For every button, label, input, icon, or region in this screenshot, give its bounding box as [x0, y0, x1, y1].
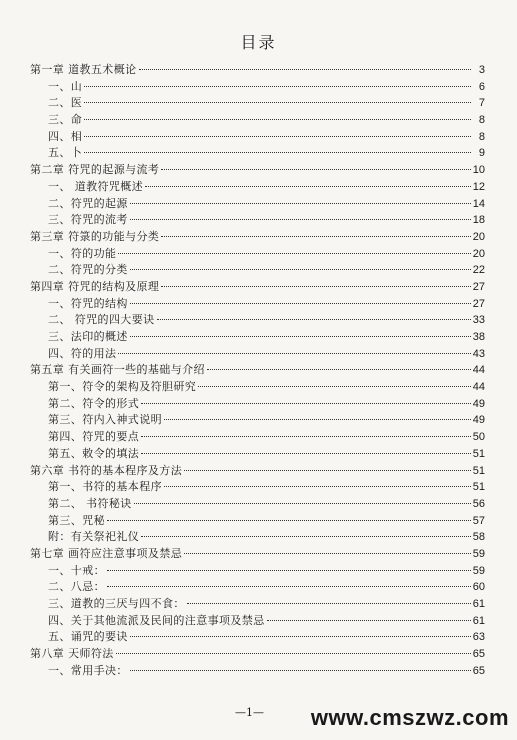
- toc-section-entry: [30, 262, 485, 279]
- dot-leader: [84, 152, 471, 153]
- toc-chapter-entry: [30, 546, 485, 563]
- toc-entry-page: 12: [472, 180, 485, 193]
- toc-entry-label: 第四、符咒的要点: [48, 430, 140, 444]
- toc-section-entry: [30, 446, 485, 463]
- dot-leader: [116, 653, 471, 654]
- toc-entry-label: 第五章 有关画符一些的基础与介绍: [30, 363, 205, 377]
- toc-entry-label: 四、符的用法: [48, 346, 117, 360]
- dot-leader: [134, 503, 471, 504]
- toc-entry-page: 44: [472, 364, 485, 377]
- toc-entry-label: 第五、敕令的填法: [48, 446, 140, 460]
- toc-entry-label: 第二、 书符秘诀: [48, 496, 132, 510]
- toc-section-entry: [30, 346, 485, 363]
- toc-entry-page: 8: [478, 114, 485, 127]
- toc-entry-label: 三、道教的三厌与四不食：: [48, 597, 185, 610]
- dot-leader: [118, 353, 470, 354]
- dot-leader: [145, 186, 471, 187]
- toc-entry-page: 33: [472, 314, 485, 327]
- toc-section-entry: [30, 596, 485, 613]
- toc-section-entry: [30, 563, 485, 580]
- toc-entry-page: 8: [478, 130, 485, 143]
- toc-entry-label: 第二、符令的形式: [48, 396, 140, 410]
- toc-entry-page: 6: [478, 80, 485, 93]
- toc-entry-page: 51: [472, 447, 485, 460]
- page-title: 目录: [240, 33, 277, 52]
- toc-entry-page: 50: [472, 431, 485, 444]
- dot-leader: [141, 536, 471, 537]
- dot-leader: [161, 236, 470, 237]
- toc-entry-page: 44: [472, 381, 485, 394]
- toc-entry-page: 49: [472, 397, 485, 410]
- toc-entry-page: 20: [472, 247, 485, 260]
- toc-entry-page: 7: [478, 97, 485, 110]
- dot-leader: [130, 219, 471, 220]
- toc-entry-label: 一、 道教符咒概述: [48, 179, 144, 193]
- toc-chapter-entry: [30, 646, 485, 663]
- toc-entry-page: 22: [472, 264, 485, 277]
- toc-entry-label: 二、医: [48, 96, 83, 110]
- dot-leader: [118, 253, 470, 254]
- table-of-contents: [30, 62, 485, 679]
- toc-section-entry: [30, 329, 485, 346]
- toc-entry-label: 三、命: [48, 113, 83, 127]
- toc-entry-page: 61: [472, 614, 485, 627]
- dot-leader: [161, 286, 470, 287]
- toc-entry-label: 三、法印的概述: [48, 330, 128, 343]
- dot-leader: [130, 203, 471, 204]
- dot-leader: [164, 419, 471, 420]
- dot-leader: [130, 636, 471, 637]
- toc-section-entry: [30, 579, 485, 596]
- dot-leader: [157, 319, 471, 320]
- toc-chapter-entry: [30, 229, 485, 246]
- toc-entry-page: 43: [472, 347, 485, 360]
- toc-entry-label: 一、符的功能: [48, 246, 117, 260]
- toc-entry-label: 第一、书符的基本程序: [48, 480, 162, 494]
- toc-chapter-entry: [30, 362, 485, 379]
- toc-chapter-entry: [30, 463, 485, 480]
- dot-leader: [267, 620, 471, 621]
- toc-entry-page: 51: [472, 481, 485, 494]
- toc-section-entry: [30, 529, 485, 546]
- toc-entry-label: 五、卜: [48, 146, 83, 160]
- toc-entry-label: 第一、符令的架构及符胆研究: [48, 380, 197, 394]
- toc-entry-page: 27: [472, 297, 485, 310]
- toc-section-entry: [30, 145, 485, 162]
- toc-entry-page: 59: [472, 564, 485, 577]
- toc-entry-page: 18: [472, 214, 485, 227]
- dot-leader: [107, 570, 471, 571]
- toc-entry-label: 一、山: [48, 79, 83, 93]
- toc-entry-label: 一、常用手决：: [48, 663, 128, 677]
- dot-leader: [130, 336, 471, 337]
- toc-entry-page: 56: [472, 497, 485, 510]
- toc-section-entry: [30, 112, 485, 129]
- toc-section-entry: [30, 196, 485, 213]
- dot-leader: [84, 102, 471, 103]
- toc-entry-label: 第一章 道教五术概论: [30, 63, 137, 76]
- toc-entry-page: 27: [472, 280, 485, 293]
- toc-section-entry: [30, 212, 485, 229]
- dot-leader: [161, 169, 470, 170]
- toc-section-entry: [30, 663, 485, 680]
- dot-leader: [184, 470, 471, 471]
- toc-section-entry: [30, 95, 485, 112]
- toc-section-entry: [30, 296, 485, 313]
- toc-entry-page: 65: [472, 664, 485, 677]
- dot-leader: [107, 586, 471, 587]
- watermark: www.cmszwz.com: [310, 705, 509, 730]
- toc-section-entry: [30, 412, 485, 429]
- toc-entry-page: 20: [472, 230, 485, 243]
- toc-entry-label: 第三、咒秘: [48, 513, 105, 527]
- dot-leader: [130, 269, 471, 270]
- toc-entry-label: 三、符咒的流考: [48, 213, 128, 227]
- toc-entry-page: 63: [472, 631, 485, 644]
- toc-entry-label: 第四章 符咒的结构及原理: [30, 279, 160, 293]
- dot-leader: [130, 303, 471, 304]
- toc-entry-label: 第三章 符箓的功能与分类: [30, 229, 160, 243]
- toc-entry-page: 59: [472, 547, 485, 560]
- toc-entry-page: 58: [472, 531, 485, 544]
- toc-entry-label: 二、符咒的分类: [48, 263, 128, 277]
- toc-entry-page: 10: [472, 164, 485, 177]
- dot-leader: [139, 69, 472, 70]
- toc-section-entry: [30, 79, 485, 96]
- dot-leader: [207, 369, 471, 370]
- toc-entry-label: 第八章 天师符法: [30, 647, 114, 661]
- toc-entry-label: 第二章 符咒的起源与流考: [30, 163, 160, 177]
- dot-leader: [164, 486, 471, 487]
- dot-leader: [198, 386, 471, 387]
- toc-section-entry: [30, 179, 485, 196]
- toc-entry-page: 65: [472, 648, 485, 661]
- toc-chapter-entry: [30, 62, 485, 79]
- toc-chapter-entry: [30, 279, 485, 296]
- toc-entry-page: 51: [472, 464, 485, 477]
- toc-entry-label: 一、十戒：: [48, 563, 105, 577]
- toc-entry-label: 一、符咒的结构: [48, 296, 128, 310]
- dot-leader: [187, 603, 471, 604]
- toc-entry-page: 3: [478, 64, 485, 76]
- toc-section-entry: [30, 496, 485, 513]
- toc-section-entry: [30, 396, 485, 413]
- toc-section-entry: [30, 312, 485, 329]
- toc-entry-label: 二、八忌：: [48, 580, 105, 594]
- toc-section-entry: [30, 246, 485, 263]
- dot-leader: [141, 436, 471, 437]
- toc-section-entry: [30, 613, 485, 630]
- toc-section-entry: [30, 479, 485, 496]
- toc-entry-page: 9: [478, 147, 485, 160]
- dot-leader: [84, 119, 471, 120]
- toc-entry-label: 第七章 画符应注意事项及禁忌: [30, 546, 183, 560]
- toc-entry-page: 38: [472, 331, 485, 343]
- page-number: —1—: [235, 706, 264, 719]
- dot-leader: [130, 670, 471, 671]
- toc-entry-label: 第六章 书符的基本程序及方法: [30, 463, 183, 477]
- dot-leader: [184, 553, 471, 554]
- toc-section-entry: [30, 379, 485, 396]
- toc-entry-label: 四、关于其他流派及民间的注意事项及禁忌: [48, 613, 265, 627]
- toc-section-entry: [30, 429, 485, 446]
- toc-entry-label: 第三、符内入神式说明: [48, 413, 162, 427]
- toc-section-entry: [30, 129, 485, 146]
- toc-entry-label: 附：有关祭祀礼仪: [48, 530, 140, 544]
- toc-entry-page: 14: [472, 197, 485, 210]
- toc-entry-label: 二、 符咒的四大要诀: [48, 313, 155, 327]
- toc-section-entry: [30, 513, 485, 530]
- toc-entry-label: 二、符咒的起源: [48, 196, 128, 210]
- dot-leader: [84, 86, 471, 87]
- toc-entry-label: 四、相: [48, 129, 83, 143]
- dot-leader: [141, 453, 471, 454]
- toc-entry-page: 49: [472, 414, 485, 427]
- dot-leader: [141, 403, 471, 404]
- dot-leader: [84, 136, 471, 137]
- toc-section-entry: [30, 629, 485, 646]
- toc-entry-page: 61: [472, 598, 485, 610]
- toc-chapter-entry: [30, 162, 485, 179]
- toc-entry-page: 57: [472, 514, 485, 527]
- dot-leader: [107, 520, 471, 521]
- toc-entry-label: 五、诵咒的要诀: [48, 630, 128, 644]
- toc-entry-page: 60: [472, 581, 485, 594]
